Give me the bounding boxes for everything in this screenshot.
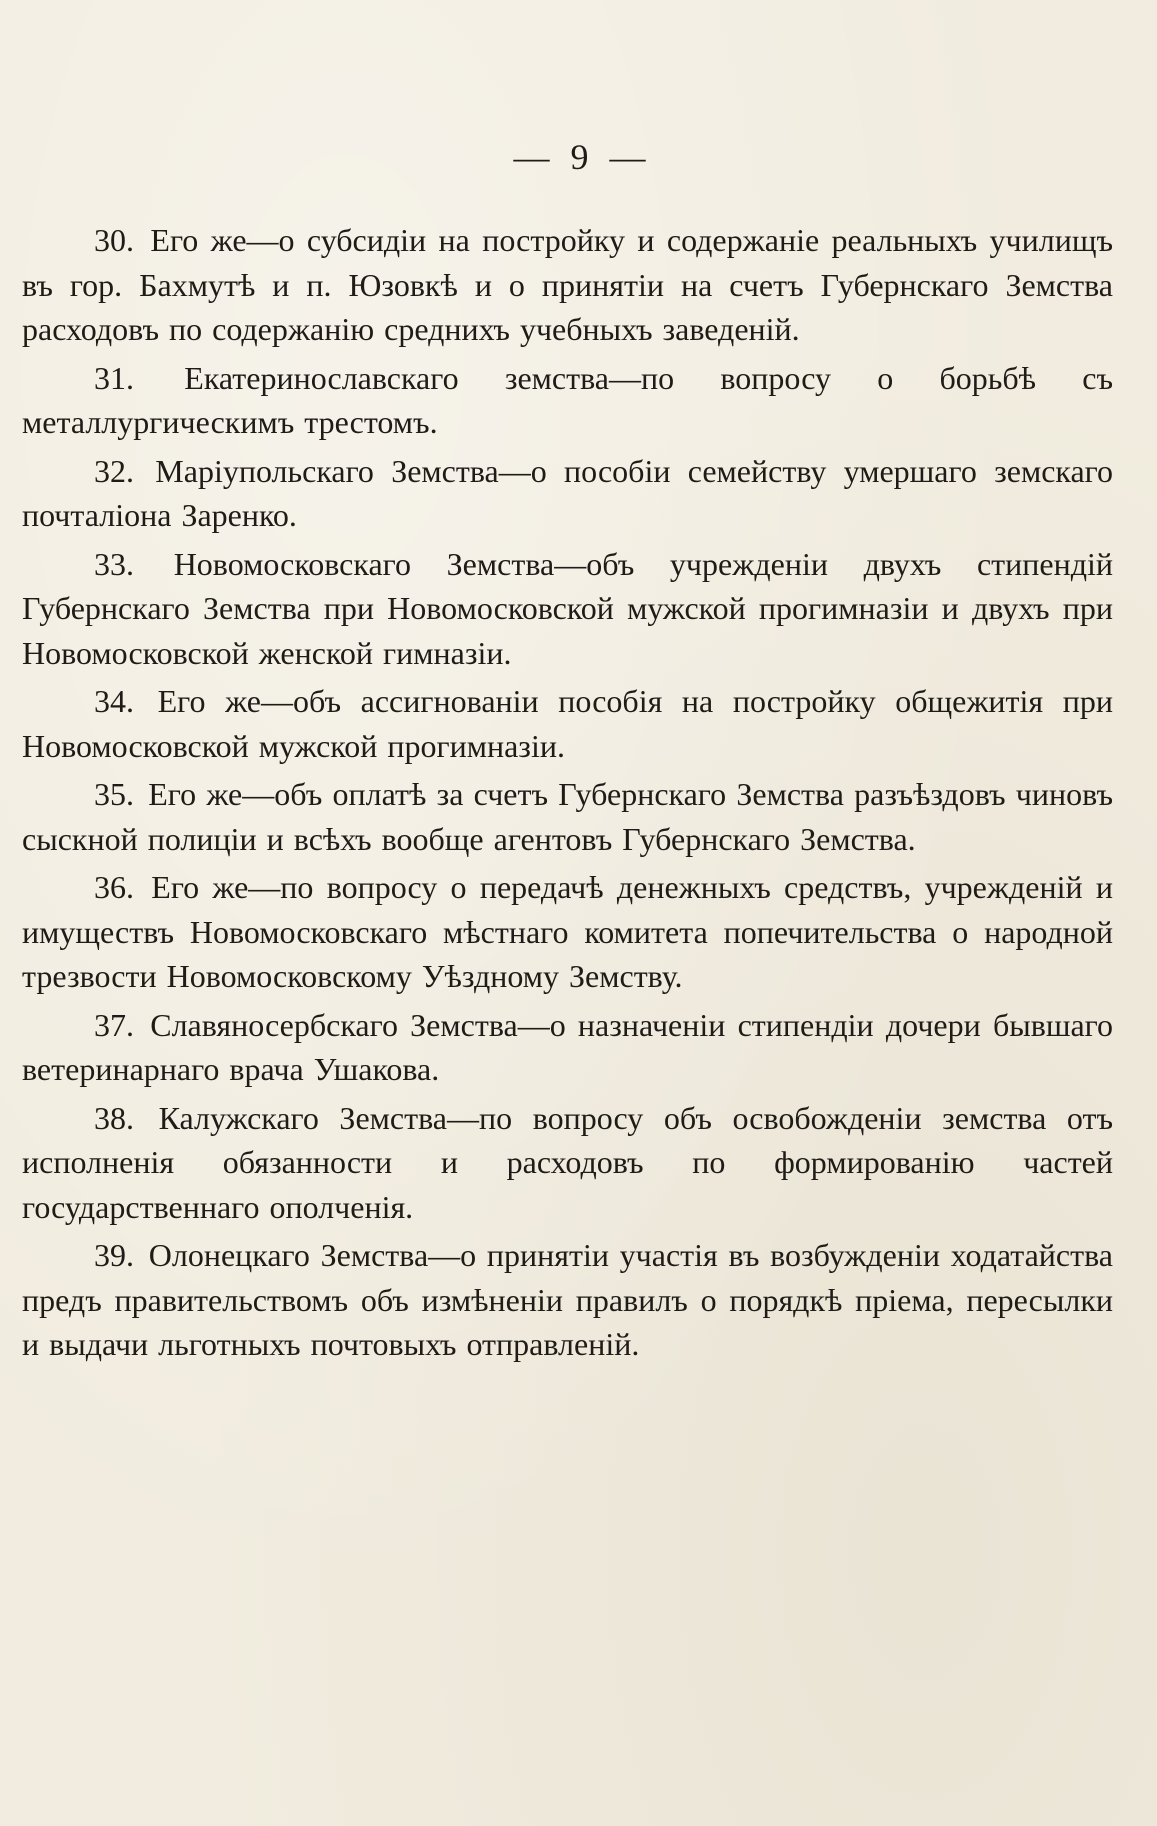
item-text: Его же—по вопросу о передачѣ денежныхъ средствъ, учрежденій и имуществъ Новомосковскаго мѣстнаго комитета попечительства о народной трезвости Новомосковскому Уѣздному Земству. [22, 869, 1113, 994]
item-number: 37. [94, 1006, 134, 1043]
list-item-30 [22, 218, 1113, 352]
item-text: Славяносербскаго Земства—о назначеніи стипендіи дочери бывшаго ветеринарнаго врача Ушакова. [22, 1006, 1114, 1087]
item-number: 34. [94, 683, 134, 719]
item-text: Олонецкаго Земства—о принятіи участія въ возбужденіи ходатайства предъ правительствомъ объ измѣненіи правилъ о порядкѣ пріема, пересылки и выдачи льготныхъ почтовыхъ отправленій. [22, 1237, 1114, 1362]
list-item-32 [22, 449, 1113, 538]
item-number: 30. [94, 222, 134, 258]
item-text: Екатеринославскаго земства—по вопросу о борьбѣ съ металлургическимъ трестомъ. [22, 359, 1114, 440]
item-number: 39. [94, 1237, 134, 1273]
item-text: Его же—объ оплатѣ за счетъ Губернскаго Земства разъѣздовъ чиновъ сыскной полиціи и всѣхъ вообще агентовъ Губернскаго Земства. [22, 776, 1113, 857]
item-number: 35. [94, 776, 134, 812]
list-item-39 [22, 1233, 1113, 1367]
list-item-38 [22, 1096, 1113, 1230]
list-item-37 [22, 1003, 1113, 1092]
list-item-31 [22, 356, 1113, 445]
item-number: 36. [94, 869, 134, 905]
item-text: Маріупольскаго Земства—о пособіи семейству умершаго земскаго почталіона Заренко. [22, 452, 1114, 533]
item-text: Новомосковскаго Земства—объ учрежденіи двухъ стипендій Губернскаго Земства при Новомосковской мужской прогимназіи и двухъ при Новомосковской женской гимназіи. [22, 545, 1114, 671]
item-number: 31. [94, 359, 134, 396]
page-number: — 9 — [513, 137, 652, 177]
item-number: 33. [94, 545, 134, 582]
list-item-33 [22, 542, 1113, 676]
item-text: Его же—объ ассигнованіи пособія на постройку общежитія при Новомосковской мужской прогимназіи. [22, 683, 1114, 764]
item-list [22, 218, 1113, 1367]
item-number: 38. [94, 1099, 134, 1136]
item-number: 32. [94, 452, 134, 489]
item-text: Калужскаго Земства—по вопросу объ освобожденіи земства отъ исполненія обязанности и расходовъ по формированію частей государственнаго ополченія. [22, 1099, 1114, 1225]
list-item-34 [22, 679, 1113, 768]
item-text: Его же—о субсидіи на постройку и содержаніе реальныхъ училищъ въ гор. Бахмутѣ и п. Юзовкѣ и о принятіи на счетъ Губернскаго Земства расходовъ по содержанію среднихъ учебныхъ заведеній. [22, 222, 1114, 347]
list-item-35 [22, 772, 1113, 861]
list-item-36 [22, 865, 1113, 999]
